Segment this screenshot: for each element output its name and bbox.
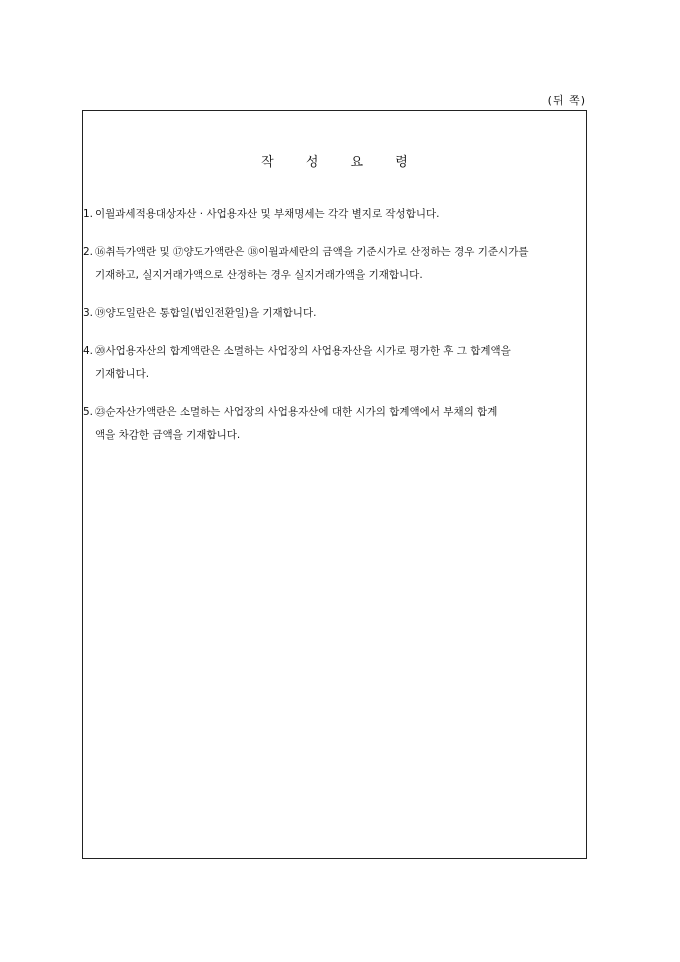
page-side-label: (뒤 쪽)	[547, 94, 586, 107]
instruction-number: 5.	[83, 406, 94, 418]
instruction-text: ⑳사업용자산의 합계액란은 소멸하는 사업장의 사업용자산을 시가로 평가한 후 그 합계액을 기재합니다.	[95, 345, 511, 380]
instruction-number: 3.	[83, 307, 94, 319]
instruction-text: 이월과세적용대상자산 · 사업용자산 및 부채명세는 각각 별지로 작성합니다.	[95, 208, 440, 220]
form-title: 작 성 요 령	[261, 155, 422, 170]
instructions-box	[82, 110, 587, 859]
instruction-text: ⑲양도일란은 통합일(법인전환일)을 기재합니다.	[95, 307, 317, 319]
instruction-item	[83, 302, 576, 325]
instruction-list	[83, 203, 576, 462]
instruction-text: ㉓순자산가액란은 소멸하는 사업장의 사업용자산에 대한 시가의 합계액에서 부채의 합계 액을 차감한 금액을 기재합니다.	[95, 406, 498, 441]
instruction-number: 2.	[83, 246, 94, 258]
instruction-text: ⑯취득가액란 및 ⑰양도가액란은 ⑱이월과세란의 금액을 기준시가로 산정하는 경우 기준시가를 기재하고, 실지거래가액으로 산정하는 경우 실지거래가액을 기재합니다.	[95, 246, 529, 281]
instruction-item	[83, 340, 576, 386]
instruction-number: 4.	[83, 345, 94, 357]
instruction-item	[83, 203, 576, 226]
instruction-item	[83, 401, 576, 447]
instruction-item	[83, 241, 576, 287]
instruction-number: 1.	[83, 208, 94, 220]
